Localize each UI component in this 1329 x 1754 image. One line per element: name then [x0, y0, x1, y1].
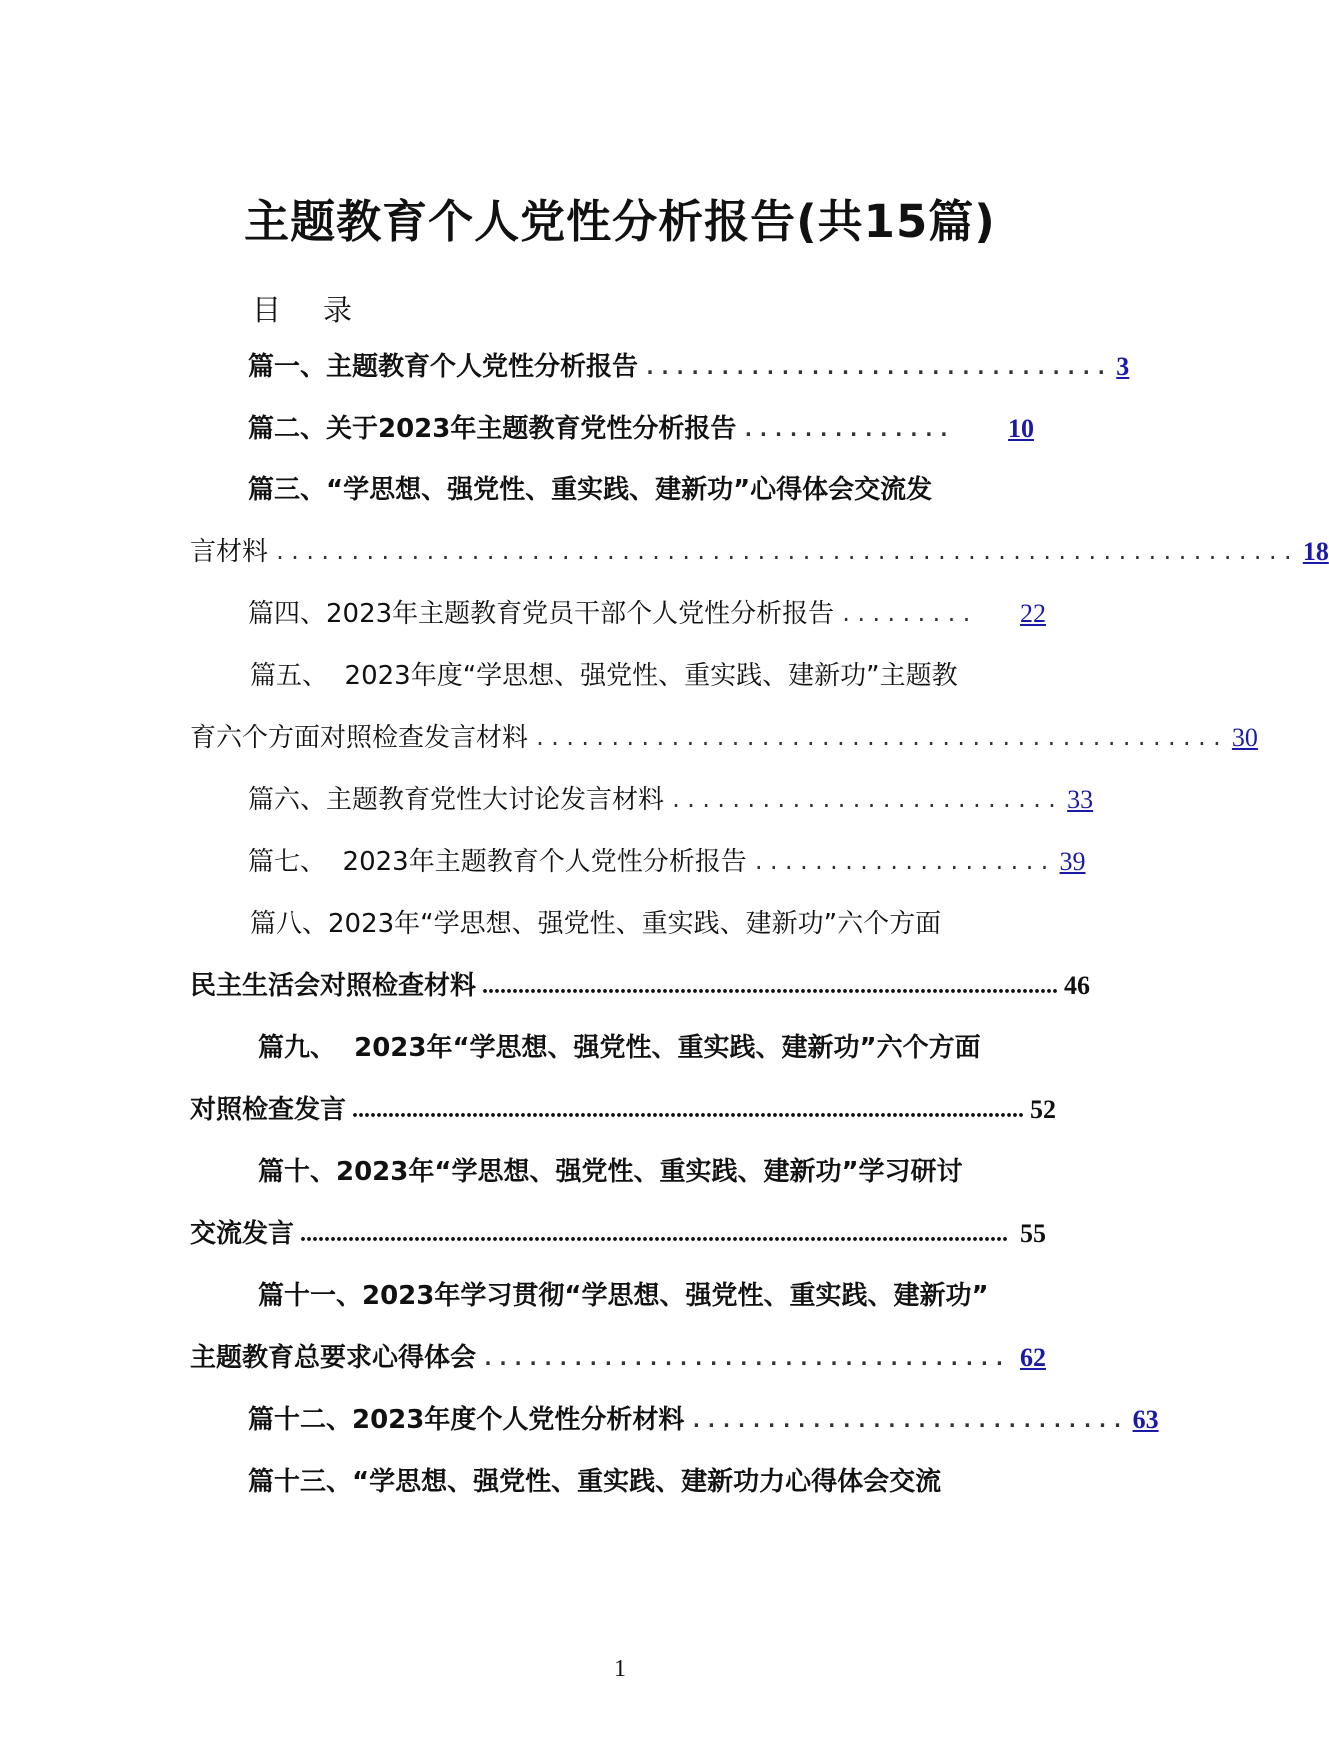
toc-leader: ......................................................................................................................: [300, 1221, 1009, 1247]
toc-page-link[interactable]: 39: [1059, 847, 1086, 876]
toc-entry-title: 篇十三、“学思想、强党性、重实践、建新功力心得体会交流: [248, 1467, 942, 1497]
toc-leader: .............................: [690, 1408, 1127, 1432]
toc-leader: ..............: [742, 417, 953, 441]
toc-leader: ...................................: [482, 1346, 1009, 1370]
toc-page-link[interactable]: 3: [1116, 352, 1130, 381]
toc-entry-title-cont: 主题教育总要求心得体会: [190, 1343, 477, 1373]
toc-page-link[interactable]: 30: [1231, 723, 1258, 752]
toc-entry-5-line1: [250, 654, 1056, 698]
toc-entry-9-line2[interactable]: [190, 1088, 1057, 1132]
toc-entry-4[interactable]: [248, 592, 1046, 636]
toc-heading-char-2: 录: [323, 293, 353, 327]
toc-entry-title: 篇八、2023年“学思想、强党性、重实践、建新功”六个方面: [250, 909, 942, 939]
toc-entry-8-line1: [250, 902, 1056, 946]
document-title: 主题教育个人党性分析报告(共15篇): [244, 195, 996, 248]
toc-entry-title: 篇十二、2023年度个人党性分析材料: [248, 1405, 685, 1435]
toc-entry-12[interactable]: [248, 1398, 1159, 1442]
toc-entry-9-line1: [258, 1026, 1056, 1070]
toc-entry-11-line2[interactable]: [190, 1336, 1046, 1380]
toc-entry-13: [248, 1460, 1056, 1504]
toc-heading: [252, 288, 352, 329]
toc-entry-title: 篇四、2023年主题教育党员干部个人党性分析报告: [248, 599, 835, 629]
toc-entry-title: 篇六、主题教育党性大讨论发言材料: [248, 785, 665, 815]
toc-page-link[interactable]: 33: [1067, 785, 1094, 814]
toc-page-link[interactable]: 22: [1020, 599, 1046, 628]
toc-page-number[interactable]: 46: [1064, 971, 1091, 1000]
toc-page-number[interactable]: 52: [1030, 1095, 1057, 1124]
toc-page-link[interactable]: 62: [1020, 1343, 1046, 1372]
toc-entry-title: 篇一、主题教育个人党性分析报告: [248, 352, 639, 382]
toc-page-link[interactable]: 10: [1008, 414, 1034, 443]
toc-entry-title-cont: 言材料: [190, 537, 269, 567]
toc-leader: ....................: [752, 850, 1054, 874]
toc-entry-11-line1: [258, 1274, 1056, 1318]
toc-entry-title: 篇三、“学思想、强党性、重实践、建新功”心得体会交流发: [248, 475, 933, 505]
toc-entry-title: 篇九、 2023年“学思想、强党性、重实践、建新功”六个方面: [258, 1033, 981, 1063]
toc-entry-10-line2[interactable]: [190, 1212, 1046, 1256]
toc-entry-title: 篇七、 2023年主题教育个人党性分析报告: [248, 847, 747, 877]
toc-heading-char-1: 目: [252, 293, 282, 327]
toc-entry-title-cont: 对照检查发言: [190, 1095, 347, 1125]
toc-leader: ................................................................................................................: [352, 1097, 1025, 1123]
toc-entry-10-line1: [258, 1150, 1056, 1194]
page-number: 1: [614, 1656, 626, 1682]
toc-entry-3-line1: [248, 468, 1050, 512]
toc-entry-title-cont: 民主生活会对照检查材料: [190, 971, 477, 1001]
toc-entry-6[interactable]: [248, 778, 1094, 822]
toc-entry-8-line2[interactable]: [190, 964, 1091, 1008]
toc-entry-7[interactable]: [248, 840, 1086, 884]
toc-entry-3-line2[interactable]: [190, 530, 1329, 574]
toc-entry-1[interactable]: [248, 345, 1130, 389]
toc-entry-5-line2[interactable]: [190, 716, 1258, 760]
toc-entry-title-cont: 交流发言: [190, 1219, 295, 1249]
toc-entry-2[interactable]: [248, 407, 1034, 451]
toc-entry-title: 篇十一、2023年学习贯彻“学思想、强党性、重实践、建新功”: [258, 1281, 989, 1311]
toc-leader: ..............................................: [534, 726, 1226, 750]
toc-page-link[interactable]: 18: [1302, 537, 1329, 566]
toc-page-link[interactable]: 63: [1132, 1405, 1159, 1434]
toc-leader: ..........................: [670, 788, 1062, 812]
toc-entry-title-cont: 育六个方面对照检查发言材料: [190, 723, 529, 753]
toc-leader: ................................................................................................: [482, 973, 1059, 999]
toc-page-number[interactable]: 55: [1020, 1219, 1046, 1248]
toc-leader: .........: [840, 602, 976, 626]
toc-entry-title: 篇五、 2023年度“学思想、强党性、重实践、建新功”主题教: [250, 661, 958, 691]
toc-leader: ....................................................................: [274, 540, 1297, 564]
toc-entry-title: 篇二、关于2023年主题教育党性分析报告: [248, 414, 737, 444]
toc-leader: ...............................: [644, 355, 1111, 379]
toc-entry-title: 篇十、2023年“学思想、强党性、重实践、建新功”学习研讨: [258, 1157, 963, 1187]
